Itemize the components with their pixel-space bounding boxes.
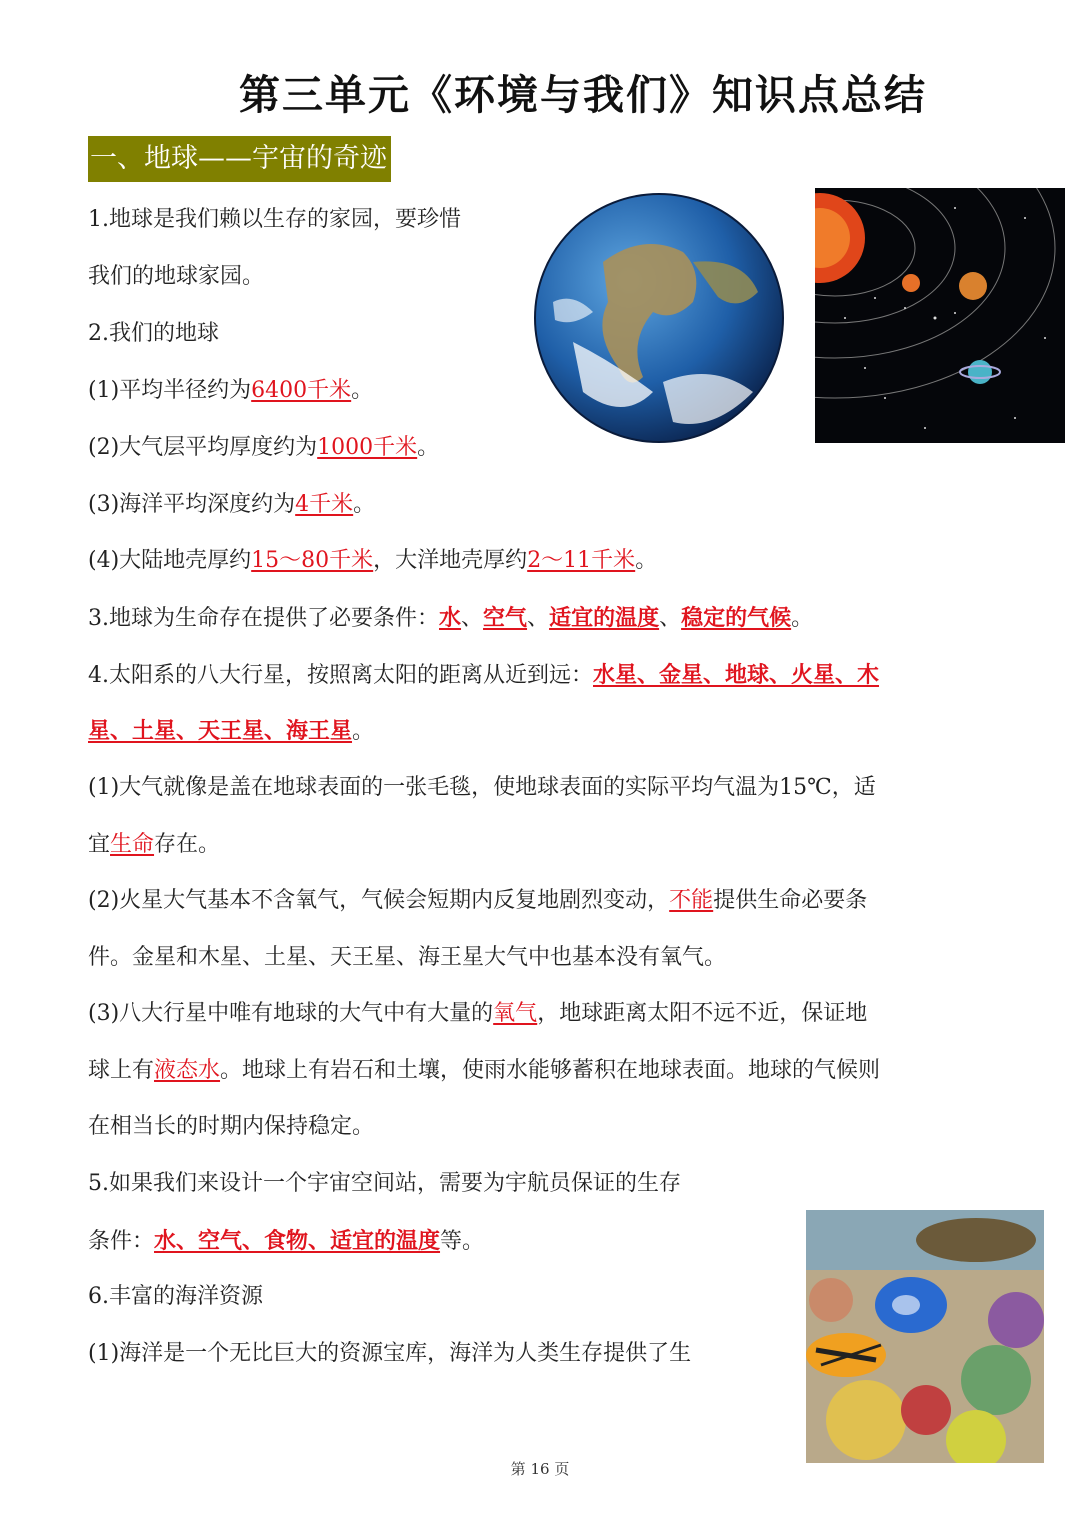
text-line: [88, 546, 657, 576]
highlight-text: 4千米: [295, 492, 354, 517]
highlight-text: 不能: [669, 888, 714, 913]
highlight-text: 水、空气、食物、适宜的温度: [154, 1228, 441, 1254]
text: 。: [635, 548, 658, 573]
text: (3)八大行星中唯有地球的大气中有大量的: [88, 1001, 494, 1026]
text: 、: [659, 606, 682, 631]
text: ，地球距离太阳不远不近，保证地: [537, 1001, 868, 1026]
text: (4)大陆地壳厚约: [88, 548, 252, 573]
text-line: [88, 490, 375, 520]
text-line: 5.如果我们来设计一个宇宙空间站，需要为宇航员保证的生存: [88, 1171, 681, 1196]
text-line: [88, 660, 879, 691]
text-line: (1)海洋是一个无比巨大的资源宝库，海洋为人类生存提供了生: [88, 1341, 692, 1366]
text: 存在。: [154, 832, 221, 857]
text-line: [88, 376, 373, 406]
earth-image: [533, 192, 785, 444]
text: (3)海洋平均深度约为: [88, 492, 296, 517]
text-line: [88, 603, 813, 634]
text-line: 在相当长的时期内保持稳定。: [88, 1114, 375, 1139]
highlight-text: 生命: [110, 832, 155, 857]
highlight-text: 稳定的气候: [681, 605, 792, 631]
text-line: [88, 716, 374, 747]
text-line: 我们的地球家园。: [88, 264, 265, 289]
text-line: 1.地球是我们赖以生存的家园，要珍惜: [88, 207, 461, 232]
highlight-text: 2～11千米: [527, 548, 636, 573]
highlight-text: 水星、金星、地球、火星、木: [593, 662, 880, 688]
text: 。: [352, 719, 375, 744]
highlight-text: 1000千米: [317, 435, 418, 460]
text: 。: [417, 435, 440, 460]
text: 球上有: [88, 1058, 155, 1083]
section-header: 一、地球——宇宙的奇迹: [88, 136, 391, 182]
highlight-text: 适宜的温度: [549, 605, 660, 631]
text: 。地球上有岩石和土壤，使雨水能够蓄积在地球表面。地球的气候则: [220, 1058, 881, 1083]
coral-reef-image: [806, 1210, 1044, 1463]
text: (1)平均半径约为: [88, 378, 252, 403]
page-title: 第三单元《环境与我们》知识点总结: [239, 71, 927, 119]
page-footer: [0, 1458, 1080, 1479]
text-line: 件。金星和木星、土星、天王星、海王星大气中也基本没有氧气。: [88, 945, 727, 970]
text-line: [88, 830, 220, 860]
highlight-text: 氧气: [493, 1001, 538, 1026]
text: 3.地球为生命存在提供了必要条件：: [88, 606, 439, 631]
highlight-text: 液态水: [154, 1058, 221, 1083]
highlight-text: 水: [439, 605, 462, 631]
text: 。: [353, 492, 376, 517]
text: 4.太阳系的八大行星，按照离太阳的距离从近到远：: [88, 663, 593, 688]
highlight-text: 6400千米: [251, 378, 352, 403]
text: 。: [791, 606, 814, 631]
text: 条件：: [88, 1229, 155, 1254]
text-line: [88, 433, 439, 463]
text-line: 6.丰富的海洋资源: [88, 1284, 263, 1309]
footer-text: 页: [554, 1460, 570, 1478]
text-line: 2.我们的地球: [88, 321, 219, 346]
highlight-text: 星、土星、天王星、海王星: [88, 718, 353, 744]
solar-system-image: [815, 188, 1065, 443]
text: 。: [351, 378, 374, 403]
footer-text: 第: [510, 1460, 526, 1478]
text-line: [88, 886, 867, 916]
text-line: [88, 999, 867, 1029]
text: 等。: [440, 1229, 485, 1254]
text-line: [88, 1056, 880, 1086]
text: 、: [527, 606, 550, 631]
text-line: (1)大气就像是盖在地球表面的一张毛毯，使地球表面的实际平均气温为15℃，适: [88, 775, 876, 800]
text-line: [88, 1226, 484, 1257]
text: ，大洋地壳厚约: [373, 548, 528, 573]
page-number: 16: [530, 1460, 550, 1478]
text: (2)大气层平均厚度约为: [88, 435, 318, 460]
text: (2)火星大气基本不含氧气，气候会短期内反复地剧烈变动，: [88, 888, 670, 913]
highlight-text: 空气: [483, 605, 528, 631]
text: 宜: [88, 832, 111, 857]
text: 提供生命必要条: [713, 888, 868, 913]
text: 、: [461, 606, 484, 631]
highlight-text: 15～80千米: [251, 548, 374, 573]
